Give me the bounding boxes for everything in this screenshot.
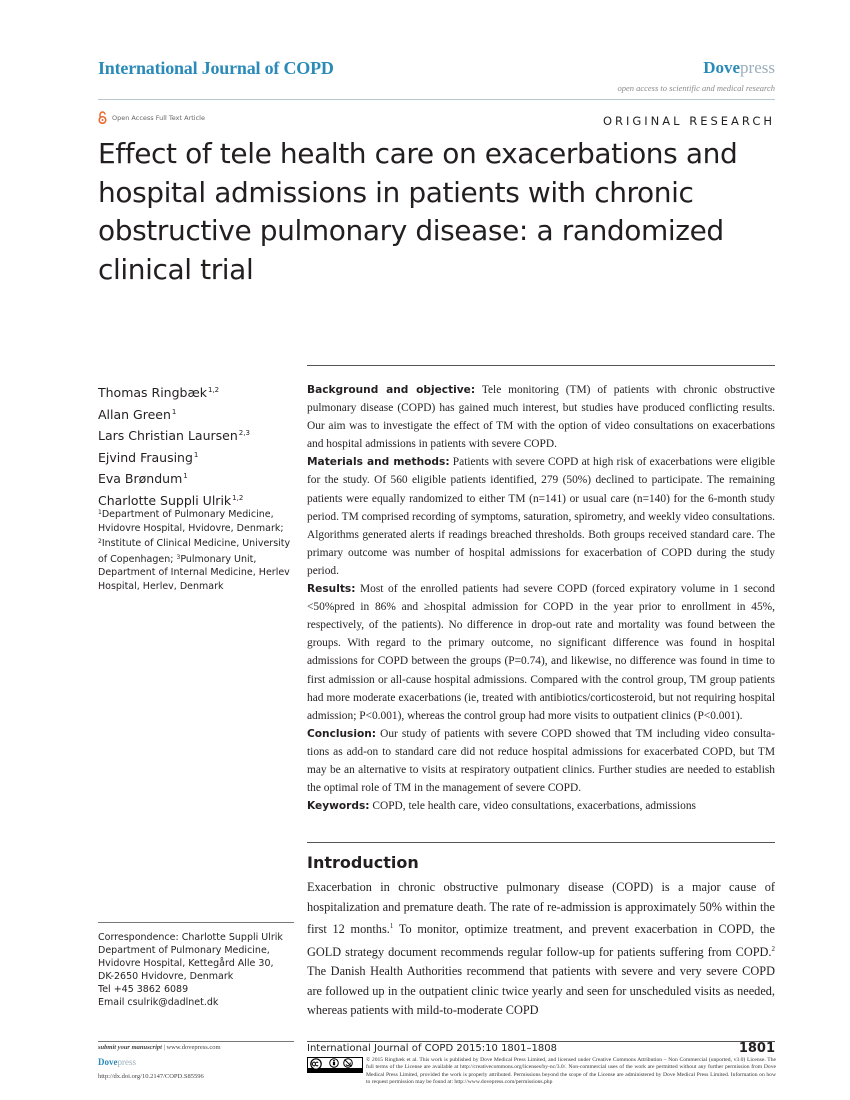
paper-title: Effect of tele health care on exacerbations and hospital admissions in patients with chronic obstructive pulmonary disease: a randomized clinical trial <box>98 137 738 286</box>
correspondence-email[interactable]: Email csulrik@dadlnet.dk <box>98 997 219 1009</box>
reference-link[interactable]: 2 <box>771 944 775 953</box>
abstract-keywords: Keywords: COPD, tele health care, video consultations, exacerbations, admissions <box>307 800 696 813</box>
correspondence-divider <box>98 922 294 923</box>
author: Ejvind Frausing$^1$ <box>98 449 199 465</box>
header-divider <box>98 99 775 100</box>
open-access-icon <box>98 111 107 124</box>
publisher-logo <box>703 58 775 78</box>
affiliations: $^1$Department of Pulmonary Medicine, Hvidovre Hospital, Hvidovre, Denmark; $^2$Institute of Clinical Medicine, University of Copenhagen; $^3$Pulmonary Unit, Department of Internal Medicine, Herlev Hospital, Herlev, Denmark <box>98 509 291 592</box>
open-access-row <box>98 111 205 124</box>
creative-commons-icon <box>307 1057 363 1073</box>
submit-manuscript-link[interactable]: submit your manuscript | www.dovepress.com <box>98 1044 221 1051</box>
abstract-conclusion: Conclusion: Our study of patients with severe COPD showed that TM including video consulta-tions as add-on to standard care did not reduce hospital admissions for exacerbated COPD, but TM may be an alternative to visits at respiratory outpatient clinics. Further studies are needed to establish the optimal role of TM in the management of severe COPD. <box>307 727 775 795</box>
doi-link[interactable]: http://dx.doi.org/10.2147/COPD.S85596 <box>98 1073 204 1080</box>
article-type: ORIGINAL RESEARCH <box>602 114 775 128</box>
abstract-divider <box>307 365 775 366</box>
journal-title: International Journal of COPD <box>98 58 334 78</box>
reference-link[interactable]: 1 <box>389 922 394 930</box>
footer-right-divider <box>307 1041 775 1042</box>
author: Eva Brøndum$^1$ <box>98 471 188 486</box>
page-number: 1801 <box>738 1041 775 1056</box>
introduction-divider <box>307 842 775 843</box>
footer-left-divider <box>98 1041 294 1042</box>
abstract-results: Results: Most of the enrolled patients had severe COPD (forced expiratory volume in 1 second <50%pred in 86% and ≥hospital admission for COPD in the year prior to enrollment in 45%, respectively, of the patients). No difference in drop-out rate and mortality was found between the groups. With regard to the primary outcome, no significant difference was found in hospital admissions for COPD between the groups (P=0.74), and likewise, no difference was found in time to first admission or all-cause hospital admissions. Compared with the control group, TM group patients had more moderate exacerbations (ie, treated with antibiotics/corticosteroid, but not requiring hospital admission; P<0.001), whereas the control group had more visits to outpatient clinics (P<0.001). <box>307 583 775 722</box>
citation: International Journal of COPD 2015:10 1801–1808 <box>307 1043 557 1054</box>
introduction-heading: Introduction <box>307 853 419 872</box>
publisher-tagline: open access to scientific and medical research <box>617 83 775 93</box>
abstract <box>307 381 775 815</box>
correspondence: Correspondence: Charlotte Suppli Ulrik Department of Pulmonary Medicine, Hvidovre Hospital, Kettegård Alle 30, DK-2650 Hvidovre, Denmark Tel +45 3862 6089 Email csulrik@dadlnet.dk <box>98 931 298 1010</box>
open-access-label: Open Access Full Text Article <box>112 113 205 122</box>
publisher-logo-a: Dove <box>703 58 741 77</box>
abstract-methods: Materials and methods: Patients with severe COPD at high risk of exacerbations were eligible for the study. Of 560 eligible patients identified, 279 (50%) declined to participate. The remaining patients were equally randomized to either TM (n=141) or usual care (n=140) for the 6-month study period. TM comprised recording of symptoms, saturation, spirometry, and weekly video consultations. Algorithms generated alerts if readings breached thresholds. Both groups received standard care. The primary outcome was number of hospital admissions for exacerbation of COPD during the study period. <box>307 456 775 577</box>
license-text: © 2015 Ringbæk et al. This work is published by Dove Medical Press Limited, and licensed under Creative Commons Attribution – Non Commercial (unported, v3.0) License. The full terms of the License are available at http://creativecommons.org/licenses/by-nc/3.0/. Non-commercial uses of the work are permitted without any further permission from Dove Medical Press Limited, provided the work is properly attributed. Permissions beyond the scope of the License are administered by Dove Medical Press Limited. Information on how to request permission may be found at: http://www.dovepress.com/permissions.php <box>366 1057 776 1086</box>
introduction-body: Exacerbation in chronic obstructive pulmonary disease (COPD) is a major cause of hospitalization and premature death. The rate of re-admission is approximately 50% within the first 12 months.$^1$ To monitor, optimize treatment, and prevent exacerbation in COPD, the GOLD strategy document recommends regular follow-up for patients suffering from COPD.$^2$ The Danish Health Authorities recommend that patients with severe and very severe COPD are followed up in the outpatient clinic twice yearly and seen for unscheduled visits as needed, whereas patients with mild-to-moderate COPD <box>307 880 775 1017</box>
author: Thomas Ringbæk$^{1,2}$ <box>98 385 220 400</box>
author-list <box>98 381 250 510</box>
author: Allan Green$^1$ <box>98 406 177 422</box>
abstract-background: Background and objective: Tele monitoring (TM) of patients with chronic obstructive pulmonary disease (COPD) has gained much interest, but studies have produced conflicting results. Our aim was to investigate the effect of TM with the option of video consultations on exacerbations and hospital admissions in patients with severe COPD. <box>307 384 775 451</box>
author: Lars Christian Laursen$^{2,3}$ <box>98 428 250 443</box>
publisher-logo-b: press <box>740 58 775 77</box>
author: Charlotte Suppli Ulrik$^{1,2}$ <box>98 492 244 508</box>
footer-dovepress-logo: Dovepress <box>98 1057 136 1067</box>
